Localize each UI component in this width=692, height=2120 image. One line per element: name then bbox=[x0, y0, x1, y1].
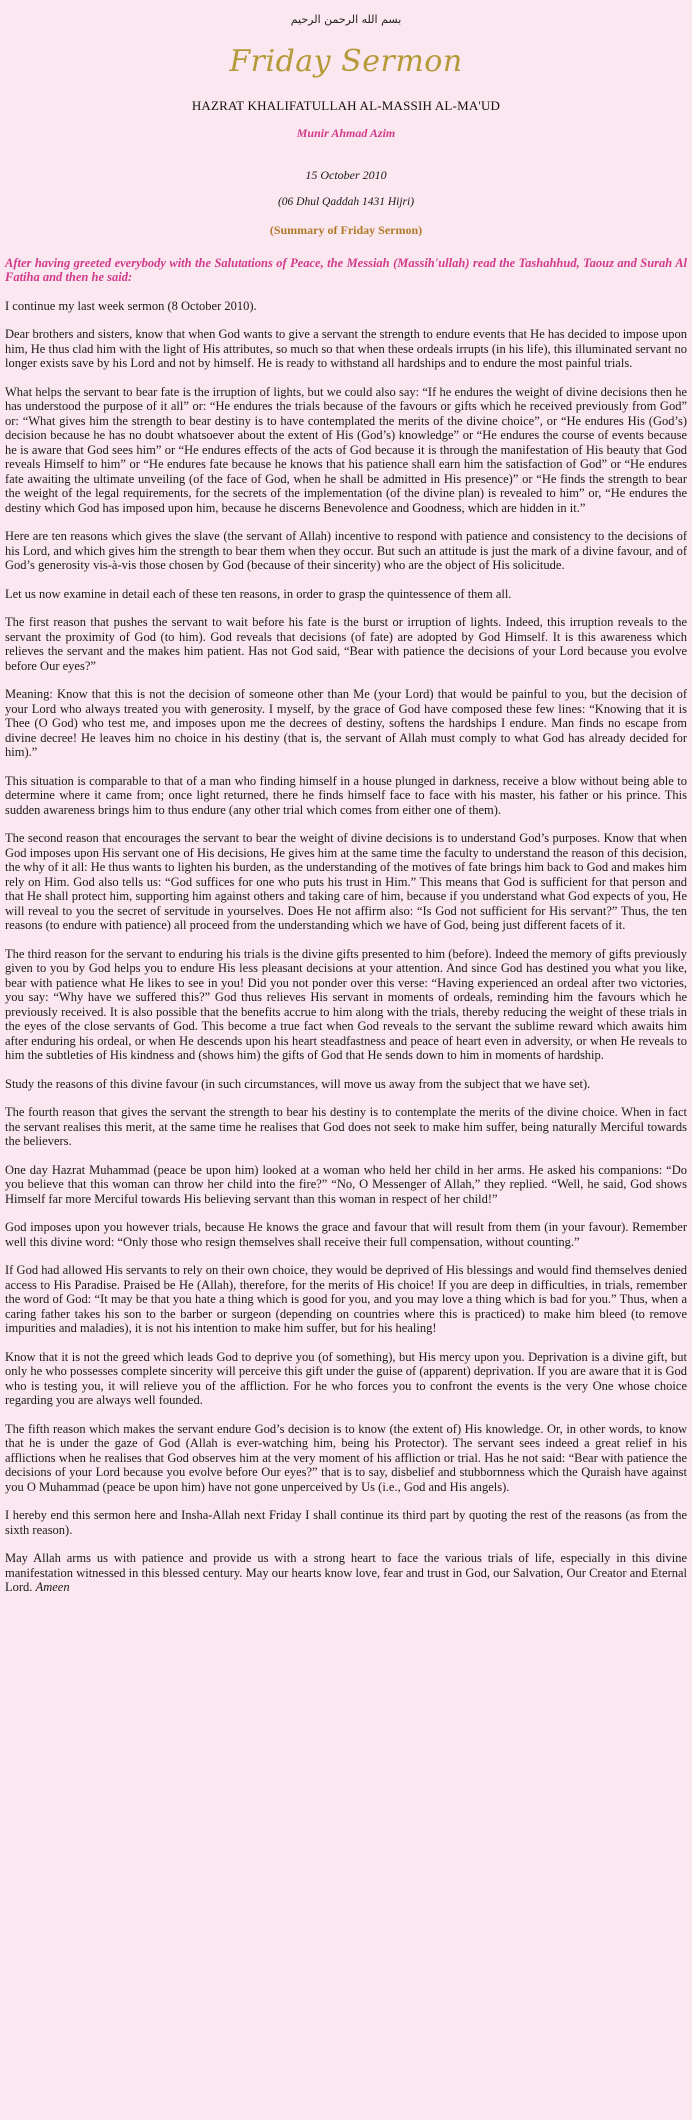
paragraph: One day Hazrat Muhammad (peace be upon him) looked at a woman who held her child in her arms. He asked his companions: “Do you believe that this woman can throw her child into the fire?” “No, O Messenger of Allah,” they replied. “Well, he said, God shows Himself far more Merciful towards His believing servant than this woman in respect of her child!” bbox=[5, 1162, 687, 1206]
paragraph: I continue my last week sermon (8 October 2010). bbox=[5, 298, 257, 313]
bismillah-heading: بسم الله الرحمن الرحيم bbox=[290, 13, 402, 26]
closing-ameen: Ameen bbox=[35, 1580, 70, 1595]
closing-text: May Allah arms us with patience and provide us with a strong heart to face the various trials of life, especially in this divine manifestation witnessed in this blessed century. May our hearts know love, fear and trust in God, our Salvation, Our Creator and Eternal Lord. bbox=[5, 1551, 687, 1595]
paragraph: Here are ten reasons which gives the slave (the servant of Allah) incentive to respond with patience and consistency to the decisions of his Lord, and which gives him the strength to bear them when they occur. But such an attitude is just the mark of a divine favour, and of God’s generosity vis-à-vis those chosen by God (because of their sincerity) who are the object of His solicitude. bbox=[5, 529, 687, 573]
hijri-date: (06 Dhul Qaddah 1431 Hijri) bbox=[277, 196, 415, 209]
summary-label: (Summary of Friday Sermon) bbox=[269, 222, 423, 237]
paragraph: Dear brothers and sisters, know that when God wants to give a servant the strength to endure events that He has decided to impose upon him, He thus clad him with the light of His attributes, so much so that when these ordeals irrupts (in his life), this illuminated servant no longer exists save by his Lord and not by himself. He is ready to withstand all hardships and to endure the most painful trials. bbox=[5, 327, 687, 371]
speaker-title: HAZRAT KHALIFATULLAH AL-MASSIH AL-MA'UD bbox=[191, 97, 501, 113]
paragraph: Let us now examine in detail each of these ten reasons, in order to grasp the quintessence of them all. bbox=[5, 586, 512, 601]
paragraph: God imposes upon you however trials, because He knows the grace and favour that will result from them (in your favour). Remember well this divine word: “Only those who resign themselves shall receive their full compensation, without counting.” bbox=[5, 1220, 687, 1249]
paragraph: The third reason for the servant to enduring his trials is the divine gifts presented to him (before). Indeed the memory of gifts previously given to you by God helps you to endure His less pleasant decisions at your attention. And since God has destined you what you like, bear with patience what He likes to see in you! Did you not ponder over this verse: “Having experienced an ordeal after two victories, you say: “Why have we suffered this?” God thus relieves His servant in moments of ordeals, reminding him the favours which he previously received. It is also possible that the benefits accrue to him along with the trials, thereby reducing the weight of these trials in the eyes of the close servants of God. This become a true fact when God reveals to the servant the sublime reward which awaits him after enduring his ordeal, or when He descends upon his heart steadfastness and peace of heart even in adversity, or when He reveals to him the subtleties of His kindness and (shows him) the gifts of God that He sends down to him in moments of hardship. bbox=[5, 946, 687, 1063]
paragraph: If God had allowed His servants to rely on their own choice, they would be deprived of His blessings and would find themselves denied access to His Paradise. Praised be He (Allah), therefore, for the merits of His choice! If you are deep in difficulties, in trials, remember the word of God: “It may be that you hate a thing which is good for you, and you may love a thing which is bad for you.” Thus, when a caring father takes his son to the barber or surgeon (depending on countries where this is practiced) to make him bleed (to remove impurities and maladies), it is not his intention to make him suffer, but for his healing! bbox=[5, 1263, 687, 1336]
sermon-body bbox=[5, 299, 687, 1595]
closing-paragraph bbox=[5, 1551, 687, 1595]
paragraph: The fourth reason that gives the servant the strength to bear his destiny is to contemplate the merits of the divine choice. When in fact the servant realises this merit, at the same time he realises that God does not seek to make him suffer, being naturally Merciful towards the believers. bbox=[5, 1105, 687, 1149]
paragraph: This situation is comparable to that of a man who finding himself in a house plunged in darkness, receive a blow without being able to determine where it came from; once light returned, there he finds himself face to face with his master, his father or his prince. This sudden awareness brings him to thus endure (any other trial which comes from either one of them). bbox=[5, 773, 687, 817]
paragraph: Meaning: Know that this is not the decision of someone other than Me (your Lord) that would be painful to you, but the decision of your Lord who always treated you with generosity. I myself, by the grace of God have composed these few lines: “Knowing that it is Thee (O God) who test me, and imposes upon me the decrees of destiny, softens the hardships I endure. Man finds no escape from divine decree! He leaves him no choice in his destiny (that is, the servant of Allah must comply to what God has already decided for him).” bbox=[5, 687, 687, 760]
paragraph: What helps the servant to bear fate is the irruption of lights, but we could also say: “If he endures the weight of divine decisions then he has understood the purpose of it all” or: “He endures the trials because of the favours or gifts which he received previously from God” or: “What gives him the strength to bear destiny is to have contemplated the merits of the divine choice”, or “He endures His (God’s) decision because he has no doubt whatsoever about the extent of His (God’s) knowledge” or “He endures the course of events because he is aware that God sees him” or “He endures effects of the acts of God because it is through the manifestation of His beauty that God reveals Himself to him” or “He endures fate because he knows that his patience shall earn him the satisfaction of God” or “He endures fate awaiting the ultimate unveiling (of the face of God, when he shall be admitted in His presence)” or “He finds the strength to bear the weight of the legal requirements, for the secrets of the implementation (of the divine plan) is revealed to him” or, “He endures the destiny which God has imposed upon him, because he discerns Benevolence and Goodness, which are hidden in it.” bbox=[5, 384, 687, 515]
paragraph: I hereby end this sermon here and Insha-Allah next Friday I shall continue its third part by quoting the rest of the reasons (as from the sixth reason). bbox=[5, 1508, 687, 1537]
paragraph: Study the reasons of this divine favour (in such circumstances, will move us away from the subject that we have set). bbox=[5, 1076, 591, 1091]
author-name: Munir Ahmad Azim bbox=[296, 125, 396, 140]
paragraph: The first reason that pushes the servant to wait before his fate is the burst or irruption of lights. Indeed, this irruption reveals to the servant the proximity of God (to him). God reveals that decisions (of fate) are adopted by God Himself. It is this awareness which relieves the servant and the makes him patient. Has not God said, “Bear with patience the decisions of your Lord because you evolve before Our eyes?” bbox=[5, 615, 687, 673]
paragraph: The fifth reason which makes the servant endure God’s decision is to know (the extent of) His knowledge. Or, in other words, to know that he is under the gaze of God (Allah is ever-watching him, being his Protector). The servant sees indeed a great relief in his afflictions when he realises that God observes him at the very moment of his affliction or trial. Has he not said: “Bear with patience the decisions of your Lord because you evolve before Our eyes?” that is to say, disbelief and stubbornness which the Quraish have against you O Muhammad (peace be upon him) have not gone unperceived by Us (i.e., God and His angels). bbox=[5, 1421, 687, 1494]
paragraph: Know that it is not the greed which leads God to deprive you (of something), but His mercy upon you. Deprivation is a divine gift, but only he who possesses complete sincerity will perceive this gift under the guise of (apparent) deprivation. If you are aware that it is God who is testing you, it will relieve you of the affliction. For he who forces you to confront the events is the very One whose choice regarding you are always well founded. bbox=[5, 1349, 687, 1408]
intro-paragraph: After having greeted everybody with the Salutations of Peace, the Messiah (Massih'ullah) read the Tashahhud, Taouz and Surah Al Fatiha and then he said: bbox=[5, 255, 687, 285]
page-title: Friday Sermon bbox=[229, 43, 463, 79]
sermon-date: 15 October 2010 bbox=[305, 167, 387, 182]
paragraph: The second reason that encourages the servant to bear the weight of divine decisions is to understand God’s purposes. Know that when God imposes upon His servant one of His decisions, He gives him at the same time the faculty to understand the reason of this decision, the why of it all: He thus wants to lighten his burden, as the understanding of the motives of fate brings him back to God and makes him rely on Him. God also tells us: “God suffices for one who puts his trust in Him.” This means that God is sufficient for that person and that He shall protect him, supporting him against others and taking care of him, because if you understand what God expects of you, He will reveal to you the secret of servitude in yourselves. Does He not affirm also: “Is God not sufficient for His servant?” Thus, the ten reasons (to endure with patience) all proceed from the understanding which we have of God, being just different facets of it. bbox=[5, 831, 687, 933]
